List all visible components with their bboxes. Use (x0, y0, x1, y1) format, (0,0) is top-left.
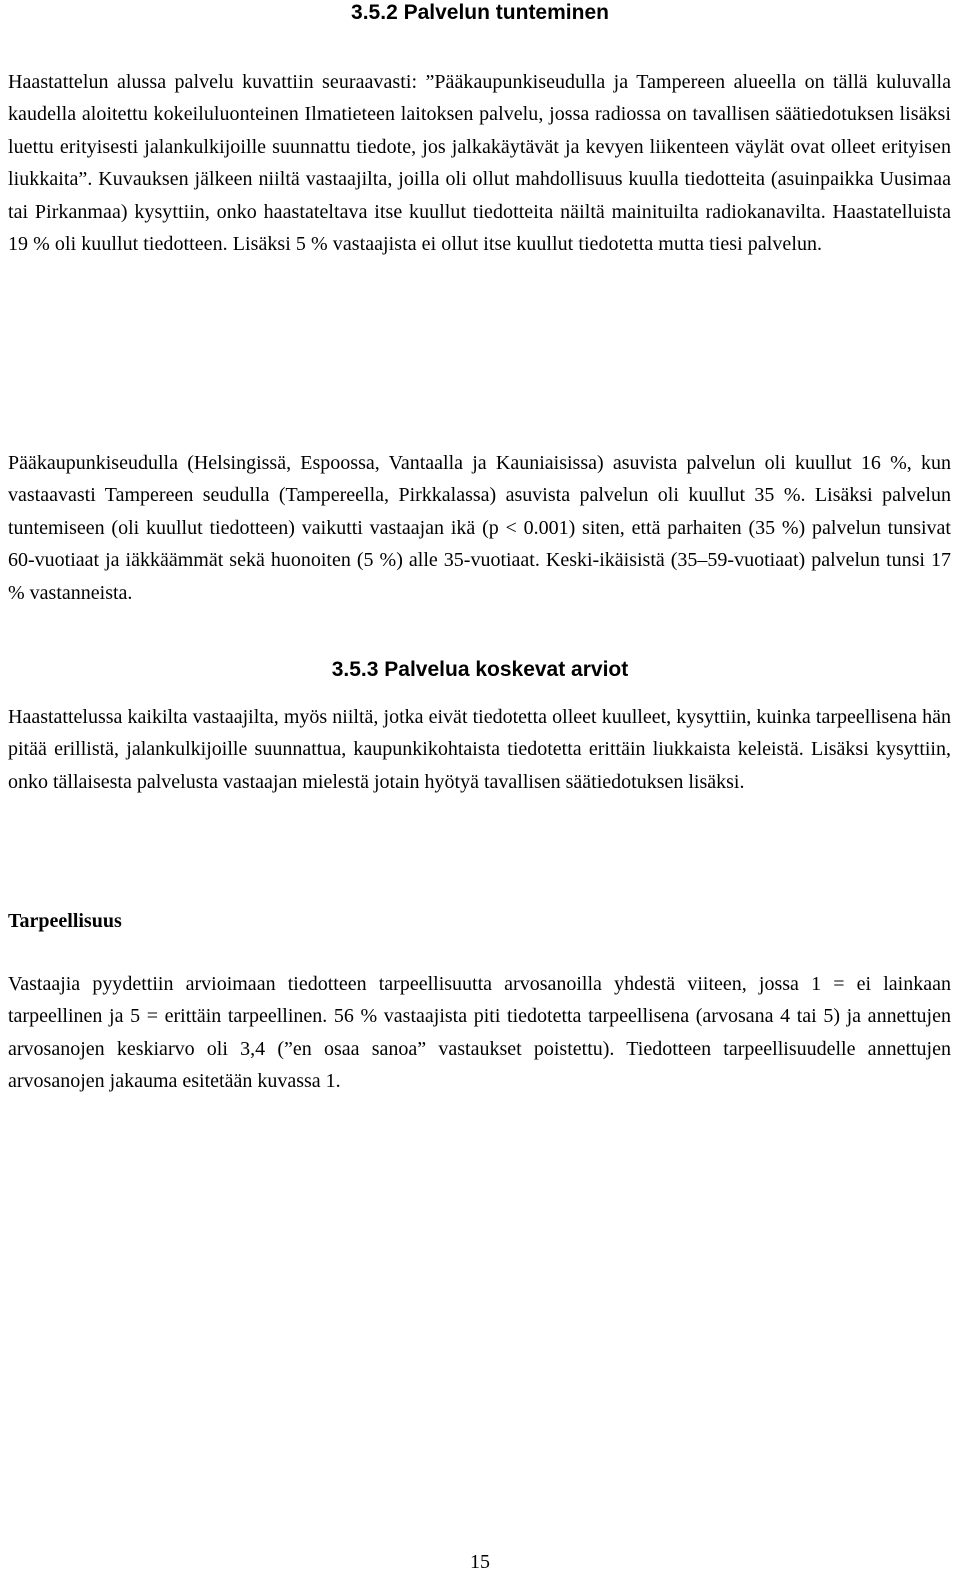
paragraph-service-description: Haastattelun alussa palvelu kuvattiin seuraavasti: ”Pääkaupunkiseudulla ja Tampereen alueella on tällä kuluvalla kaudella aloitettu kokeiluluonteinen Ilmatieteen laitoksen palvelu, jossa radiossa on tavallisen säätiedotuksen lisäksi luettu erityisesti jalankulkijoille suunnattu tiedote, jos jalkakäytävät ja kevyen liikenteen väylät ovat olleet erityisen liukkaita”. Kuvauksen jälkeen niiltä vastaajilta, joilla oli ollut mahdollisuus kuulla tiedotteita (asuinpaikka Uusimaa tai Pirkanmaa) kysyttiin, onko haastateltava itse kuullut tiedotteita näiltä mainituilta radiokanavilta. Haastatelluista 19 % oli kuullut tiedotteen. Lisäksi 5 % vastaajista ei ollut itse kuullut tiedotetta mutta tiesi palvelun. (8, 71, 951, 256)
paragraph-interview-questions: Haastattelussa kaikilta vastaajilta, myös niiltä, jotka eivät tiedotetta olleet kuulleet, kysyttiin, kuinka tarpeellisena hän pitää erillistä, jalankulkijoille suunnattua, kaupunkikohtaista tiedotetta erittäin liukkaista keleistä. Lisäksi kysyttiin, onko tällaisesta palvelusta vastaajan mielestä jotain hyötyä tavallisen säätiedotuksen lisäksi. (8, 706, 951, 793)
paragraph-necessity-ratings: Vastaajia pyydettiin arvioimaan tiedotteen tarpeellisuutta arvosanoilla yhdestä viiteen, jossa 1 = ei lainkaan tarpeellinen ja 5 = erittäin tarpeellinen. 56 % vastaajista piti tiedotetta tarpeellisena (arvosana 4 tai 5) ja annettujen arvosanojen keskiarvo oli 3,4 (”en osaa sanoa” vastaukset poistettu). Tiedotteen tarpeellisuudelle annettujen arvosanojen jakauma esitetään kuvassa 1. (8, 973, 951, 1093)
section-heading-3-5-2: 3.5.2 Palvelun tunteminen (351, 1, 609, 24)
page-number: 15 (470, 1551, 490, 1573)
subheading-tarpeellisuus: Tarpeellisuus (8, 910, 122, 932)
section-heading-3-5-3: 3.5.3 Palvelua koskevat arviot (331, 658, 629, 681)
paragraph-regional-awareness: Pääkaupunkiseudulla (Helsingissä, Espoossa, Vantaalla ja Kauniaisissa) asuvista palvelun oli kuullut 16 %, kun vastaavasti Tampereen seudulla (Tampereella, Pirkkalassa) asuvista palvelun oli kuullut 35 %. Lisäksi palvelun tuntemiseen (oli kuullut tiedotteen) vaikutti vastaajan ikä (p < 0.001) siten, että parhaiten (35 %) palvelun tunsivat 60-vuotiaat ja iäkkäämmät sekä huonoiten (5 %) alle 35-vuotiaat. Keski-ikäisistä (35–59-vuotiaat) palvelun tunsi 17 % vastanneista. (8, 452, 951, 604)
